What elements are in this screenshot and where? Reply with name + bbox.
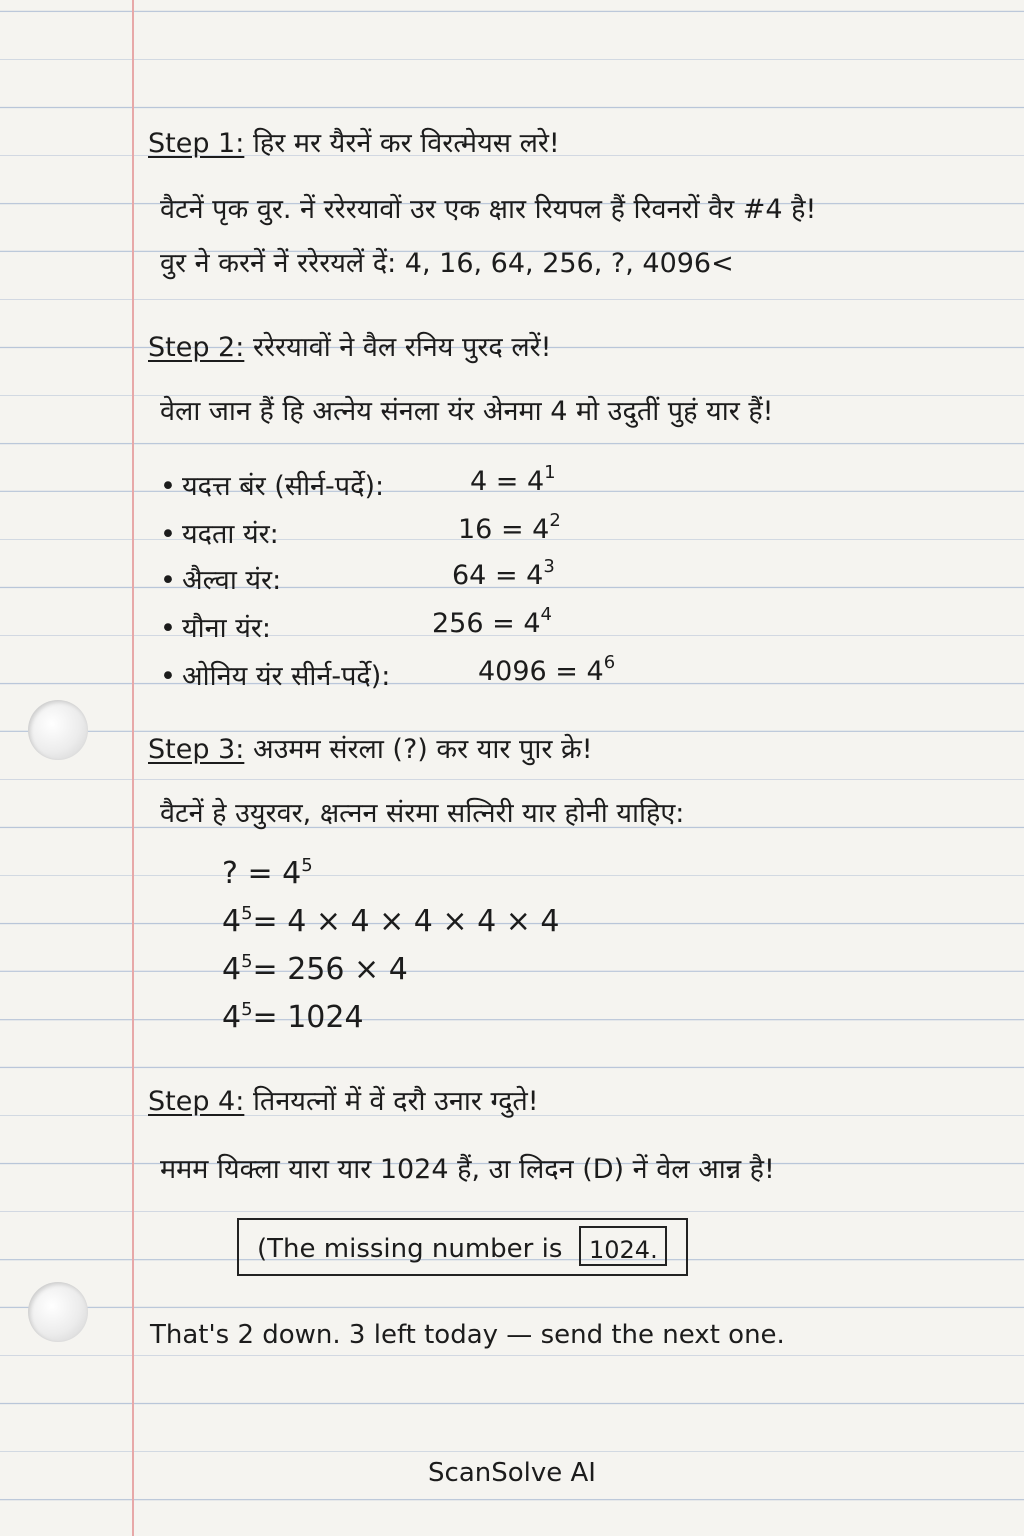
power-exponent: 2 bbox=[549, 510, 561, 531]
step-3-heading bbox=[148, 736, 593, 763]
list-item: • यदत्त बंर (सीर्न-पर्दे): $4 = 4^1$ bbox=[160, 462, 556, 502]
step-label: Step 4: bbox=[148, 1086, 245, 1117]
punch-hole bbox=[28, 700, 88, 760]
step-label: Step 3: bbox=[148, 734, 245, 765]
calc-lhs: 4 bbox=[222, 904, 242, 939]
power-label: यदत्त बंर (सीर्न-पर्दे): bbox=[182, 471, 385, 502]
step-4-heading bbox=[148, 1088, 539, 1115]
power-label: ओनिय यंर सीर्न-पर्दे): bbox=[182, 661, 391, 692]
calc-lhs: 4 bbox=[222, 1000, 242, 1035]
step-title: तिनयत्नों में वें दरौ उनार ग्दुते! bbox=[252, 1086, 539, 1117]
power-exponent: 4 bbox=[540, 604, 552, 625]
power-exponent: 6 bbox=[603, 652, 616, 673]
power-label: यदता यंर: bbox=[182, 519, 279, 550]
step-label: Step 1: bbox=[148, 128, 245, 159]
calc-lhs: 4 bbox=[222, 952, 242, 987]
step-3-line-1: वैटनें हे उयुरवर, क्षत्नन संरमा सत्निरी यार होनी याहिए: bbox=[160, 798, 685, 829]
calc-lhs: ? = 4 bbox=[222, 856, 302, 891]
list-item: • ओनिय यंर सीर्न-पर्दे): $4096 = 4^6$ bbox=[160, 652, 616, 692]
calc-line bbox=[222, 952, 408, 987]
answer-box bbox=[237, 1218, 688, 1276]
step-1-line-2: वुर ने करनें नें ररेरयलें दें: 4, 16, 64, 256, ?, 4096< bbox=[160, 248, 734, 279]
power-exponent: 1 bbox=[544, 462, 556, 483]
answer-text: (The missing number is bbox=[257, 1234, 563, 1264]
answer-value-box bbox=[579, 1226, 667, 1266]
power-label: यौना यंर: bbox=[182, 613, 272, 644]
power-label: अैल्वा यंर: bbox=[182, 565, 282, 596]
power-equation: $16 = 4^2$ bbox=[458, 510, 561, 545]
power-equation: $4096 = 4^6$ bbox=[478, 652, 616, 687]
margin-line bbox=[132, 0, 134, 1536]
calc-rhs: = 256 × 4 bbox=[252, 952, 408, 987]
power-base: 4 bbox=[526, 466, 545, 497]
list-item: • अैल्वा यंर: $64 = 4^3$ bbox=[160, 556, 555, 596]
list-item: • यदता यंर: $16 = 4^2$ bbox=[160, 510, 561, 550]
power-base: 4 bbox=[526, 560, 544, 591]
step-2-line-1: वेला जान हैं हि अत्नेय संनला यंर अेनमा 4 मो उदुतीं पुहं यार हैं! bbox=[160, 396, 774, 427]
answer-value: 1024. bbox=[589, 1236, 658, 1264]
power-value: 4 bbox=[470, 466, 488, 497]
calc-rhs: = 1024 bbox=[252, 1000, 364, 1035]
power-base: 4 bbox=[586, 656, 604, 687]
calc-exponent: 5 bbox=[241, 951, 253, 972]
power-value: 4096 bbox=[478, 656, 547, 687]
calc-rhs: = 4 × 4 × 4 × 4 × 4 bbox=[252, 904, 560, 939]
step-2-heading bbox=[148, 334, 552, 361]
footer-brand: ScanSolve AI bbox=[428, 1458, 596, 1488]
calc-exponent: 5 bbox=[241, 999, 253, 1020]
closing-note: That's 2 down. 3 left today — send the next one. bbox=[150, 1320, 785, 1350]
calc-line bbox=[222, 856, 313, 891]
power-base: 4 bbox=[523, 608, 541, 639]
calc-exponent: 5 bbox=[241, 903, 253, 924]
power-value: 256 bbox=[432, 608, 484, 639]
power-base: 4 bbox=[532, 514, 550, 545]
step-1-line-1: वैटनें पृक वुर. नें ररेरयावों उर एक क्षार रियपल हैं रिवनरों वैर #4 है! bbox=[160, 194, 817, 225]
calc-line bbox=[222, 1000, 364, 1035]
power-equation: $64 = 4^3$ bbox=[452, 556, 555, 591]
power-value: 64 bbox=[452, 560, 487, 591]
step-1-heading bbox=[148, 130, 560, 157]
step-title: अउमम संरला (?) कर यार पुार क्रे! bbox=[252, 734, 593, 765]
punch-hole bbox=[28, 1282, 88, 1342]
power-exponent: 3 bbox=[543, 556, 555, 577]
step-4-line-1: ममम यिक्ला यारा यार 1024 हैं, उा लिदन (D) नें वेल आन्न है! bbox=[160, 1154, 775, 1185]
step-title: ररेरयावों ने वैल रनिय पुरद लरें! bbox=[252, 332, 552, 363]
power-equation: $4 = 4^1$ bbox=[470, 462, 556, 497]
power-value: 16 bbox=[458, 514, 493, 545]
calc-exponent: 5 bbox=[301, 855, 313, 876]
step-label: Step 2: bbox=[148, 332, 245, 363]
list-item: • यौना यंर: $256 = 4^4$ bbox=[160, 604, 552, 644]
step-title: हिर मर यैरनें कर विरत्मेयस लरे! bbox=[252, 128, 560, 159]
power-equation: $256 = 4^4$ bbox=[432, 604, 552, 639]
calc-line bbox=[222, 904, 560, 939]
